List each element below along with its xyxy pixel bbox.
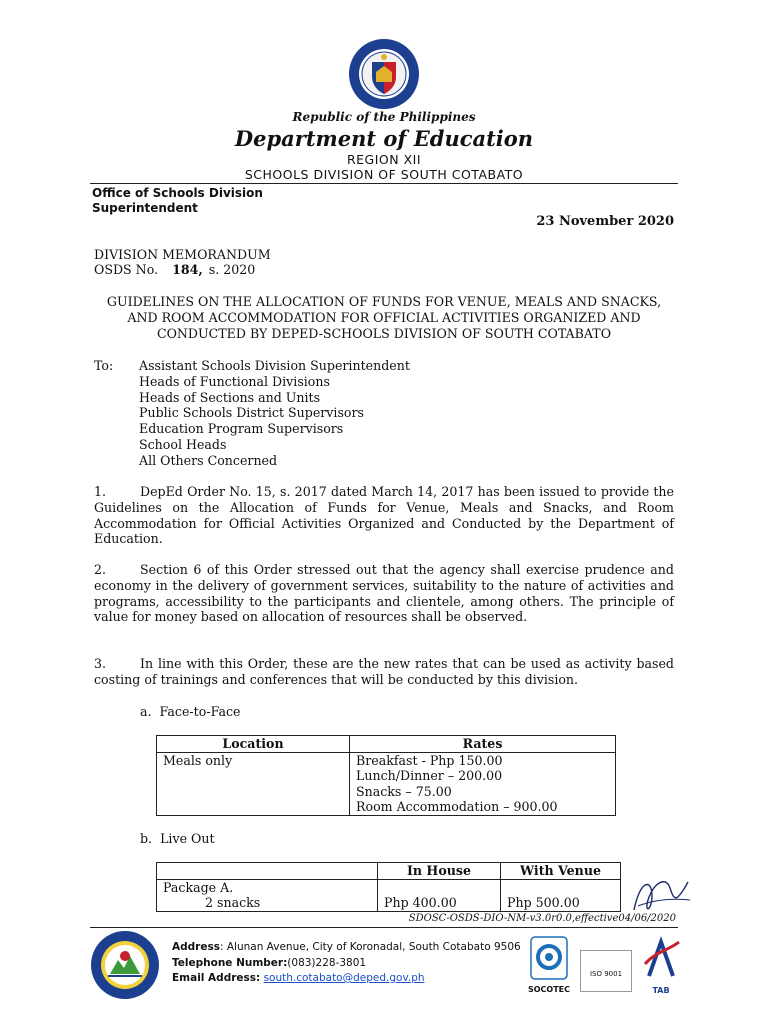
recipient-item: School Heads [139,436,227,452]
paragraph-number: 3. [94,656,107,671]
table-header-row [157,736,616,753]
paragraph-number: 1. [94,484,107,499]
tab-emblem-icon [639,936,683,982]
column-header-blank [157,863,378,880]
recipient-item: Education Program Supervisors [139,421,344,437]
email-link[interactable]: south.cotabato@deped.gov.ph [263,972,425,984]
recipient-list [139,358,410,469]
email-line [172,971,521,987]
table-row [157,879,621,911]
column-header-rates: Rates [350,736,616,753]
column-header-with-venue: With Venue [501,863,621,880]
header-divider [90,183,678,184]
rate-line: Room Accommodation – 900.00 [356,799,558,815]
email-label: Email Address: [172,972,261,984]
tab-label: TAB [652,986,670,995]
phone-line [172,956,521,972]
phone-label: Telephone Number: [172,956,288,969]
paragraph-text: In line with this Order, these are the new rates that can be used as activity based costing of trainings and conferences that will be conducted by this division. [94,656,674,687]
office-line-2: Superintendent [92,201,198,215]
memo-title: DIVISION MEMORANDUM [94,247,271,262]
memo-number: 184, [172,262,203,277]
to-label: To: [94,358,114,373]
office-line-1: Office of Schools Division [92,186,263,200]
signature-mark [630,870,692,918]
in-house-cell: Php 400.00 [378,879,501,911]
memo-date: 23 November 2020 [536,214,674,229]
recipient-item: Public Schools District Supervisors [139,405,364,421]
address-line [172,940,521,956]
address-value: : Alunan Avenue, City of Koronadal, South Cotabato 9506 [219,941,521,953]
contact-block [172,940,521,987]
rate-line: Snacks – 75.00 [356,783,452,799]
paragraph-number: 2. [94,562,107,577]
table-row [157,752,616,815]
department-title: Department of Education [234,126,534,151]
footer-divider [90,927,678,928]
division-seal-logo [90,930,160,1000]
package-cell [157,879,378,911]
socotec-label: SOCOTEC [527,985,571,994]
document-code: SDOSC-OSDS-DIO-NM-v3.0r0.0,effective04/06/2020 [408,913,676,924]
column-header-location: Location [157,736,350,753]
division-line: SCHOOLS DIVISION OF SOUTH COTABATO [244,167,524,182]
memo-series: s. 2020 [208,262,256,277]
osds-label: OSDS No. [94,262,159,277]
paragraph-1 [94,484,674,547]
address-label: Address [172,941,220,953]
column-header-in-house: In House [378,863,501,880]
rates-cell [350,752,616,815]
socotec-logo [520,935,578,1001]
paragraph-text: DepEd Order No. 15, s. 2017 dated March 14, 2017 has been issued to provide the Guidelines on the Allocation of Funds for Venue, Meals and Snacks, and Room Accommodation for Official Activities Organized and Conducted by the Department of Education. [94,484,674,547]
face-to-face-rates-table [156,735,616,816]
section-b-label: b. Live Out [140,831,215,846]
republic-line: Republic of the Philippines [292,110,476,124]
iso-label: ISO 9001 [589,970,623,978]
memo-number-line [94,262,255,278]
recipient-item: Heads of Functional Divisions [139,373,330,389]
package-item: 2 snacks [205,895,261,911]
iso-badge [580,950,632,992]
live-out-rates-table [156,862,621,912]
with-venue-cell: Php 500.00 [501,879,621,911]
paragraph-text: Section 6 of this Order stressed out that the agency shall exercise prudence and economy in the delivery of government services, suitability to the nature of activities and programs, accessibility to the participants and clientele, among others. The principle of value for money based on allocation of resources shall be observed. [94,562,674,625]
recipient-item: All Others Concerned [139,452,278,468]
socotec-emblem-icon [529,935,569,981]
rate-line: Lunch/Dinner – 200.00 [356,768,503,784]
table-header-row [157,863,621,880]
location-cell: Meals only [157,752,350,815]
region-line: REGION XII [346,152,422,167]
recipient-item: Assistant Schools Division Superintendent [139,358,410,373]
recipient-item: Heads of Sections and Units [139,389,321,405]
tab-accreditation-logo [636,936,686,1002]
rate-line: Breakfast - Php 150.00 [356,752,503,768]
memo-subject: GUIDELINES ON THE ALLOCATION OF FUNDS FOR VENUE, MEALS AND SNACKS, AND ROOM ACCOMMODATION FOR OFFICIAL ACTIVITIES ORGANIZED AND CONDUCTED BY DEPED-SCHOOLS DIVISION OF SOUTH COTABATO [106,294,662,341]
section-a-label: a. Face-to-Face [140,704,241,719]
paragraph-2 [94,562,674,625]
package-name: Package A. [163,879,234,895]
deped-seal-logo [348,38,420,110]
phone-value: (083)228-3801 [287,956,367,969]
paragraph-3 [94,656,674,688]
